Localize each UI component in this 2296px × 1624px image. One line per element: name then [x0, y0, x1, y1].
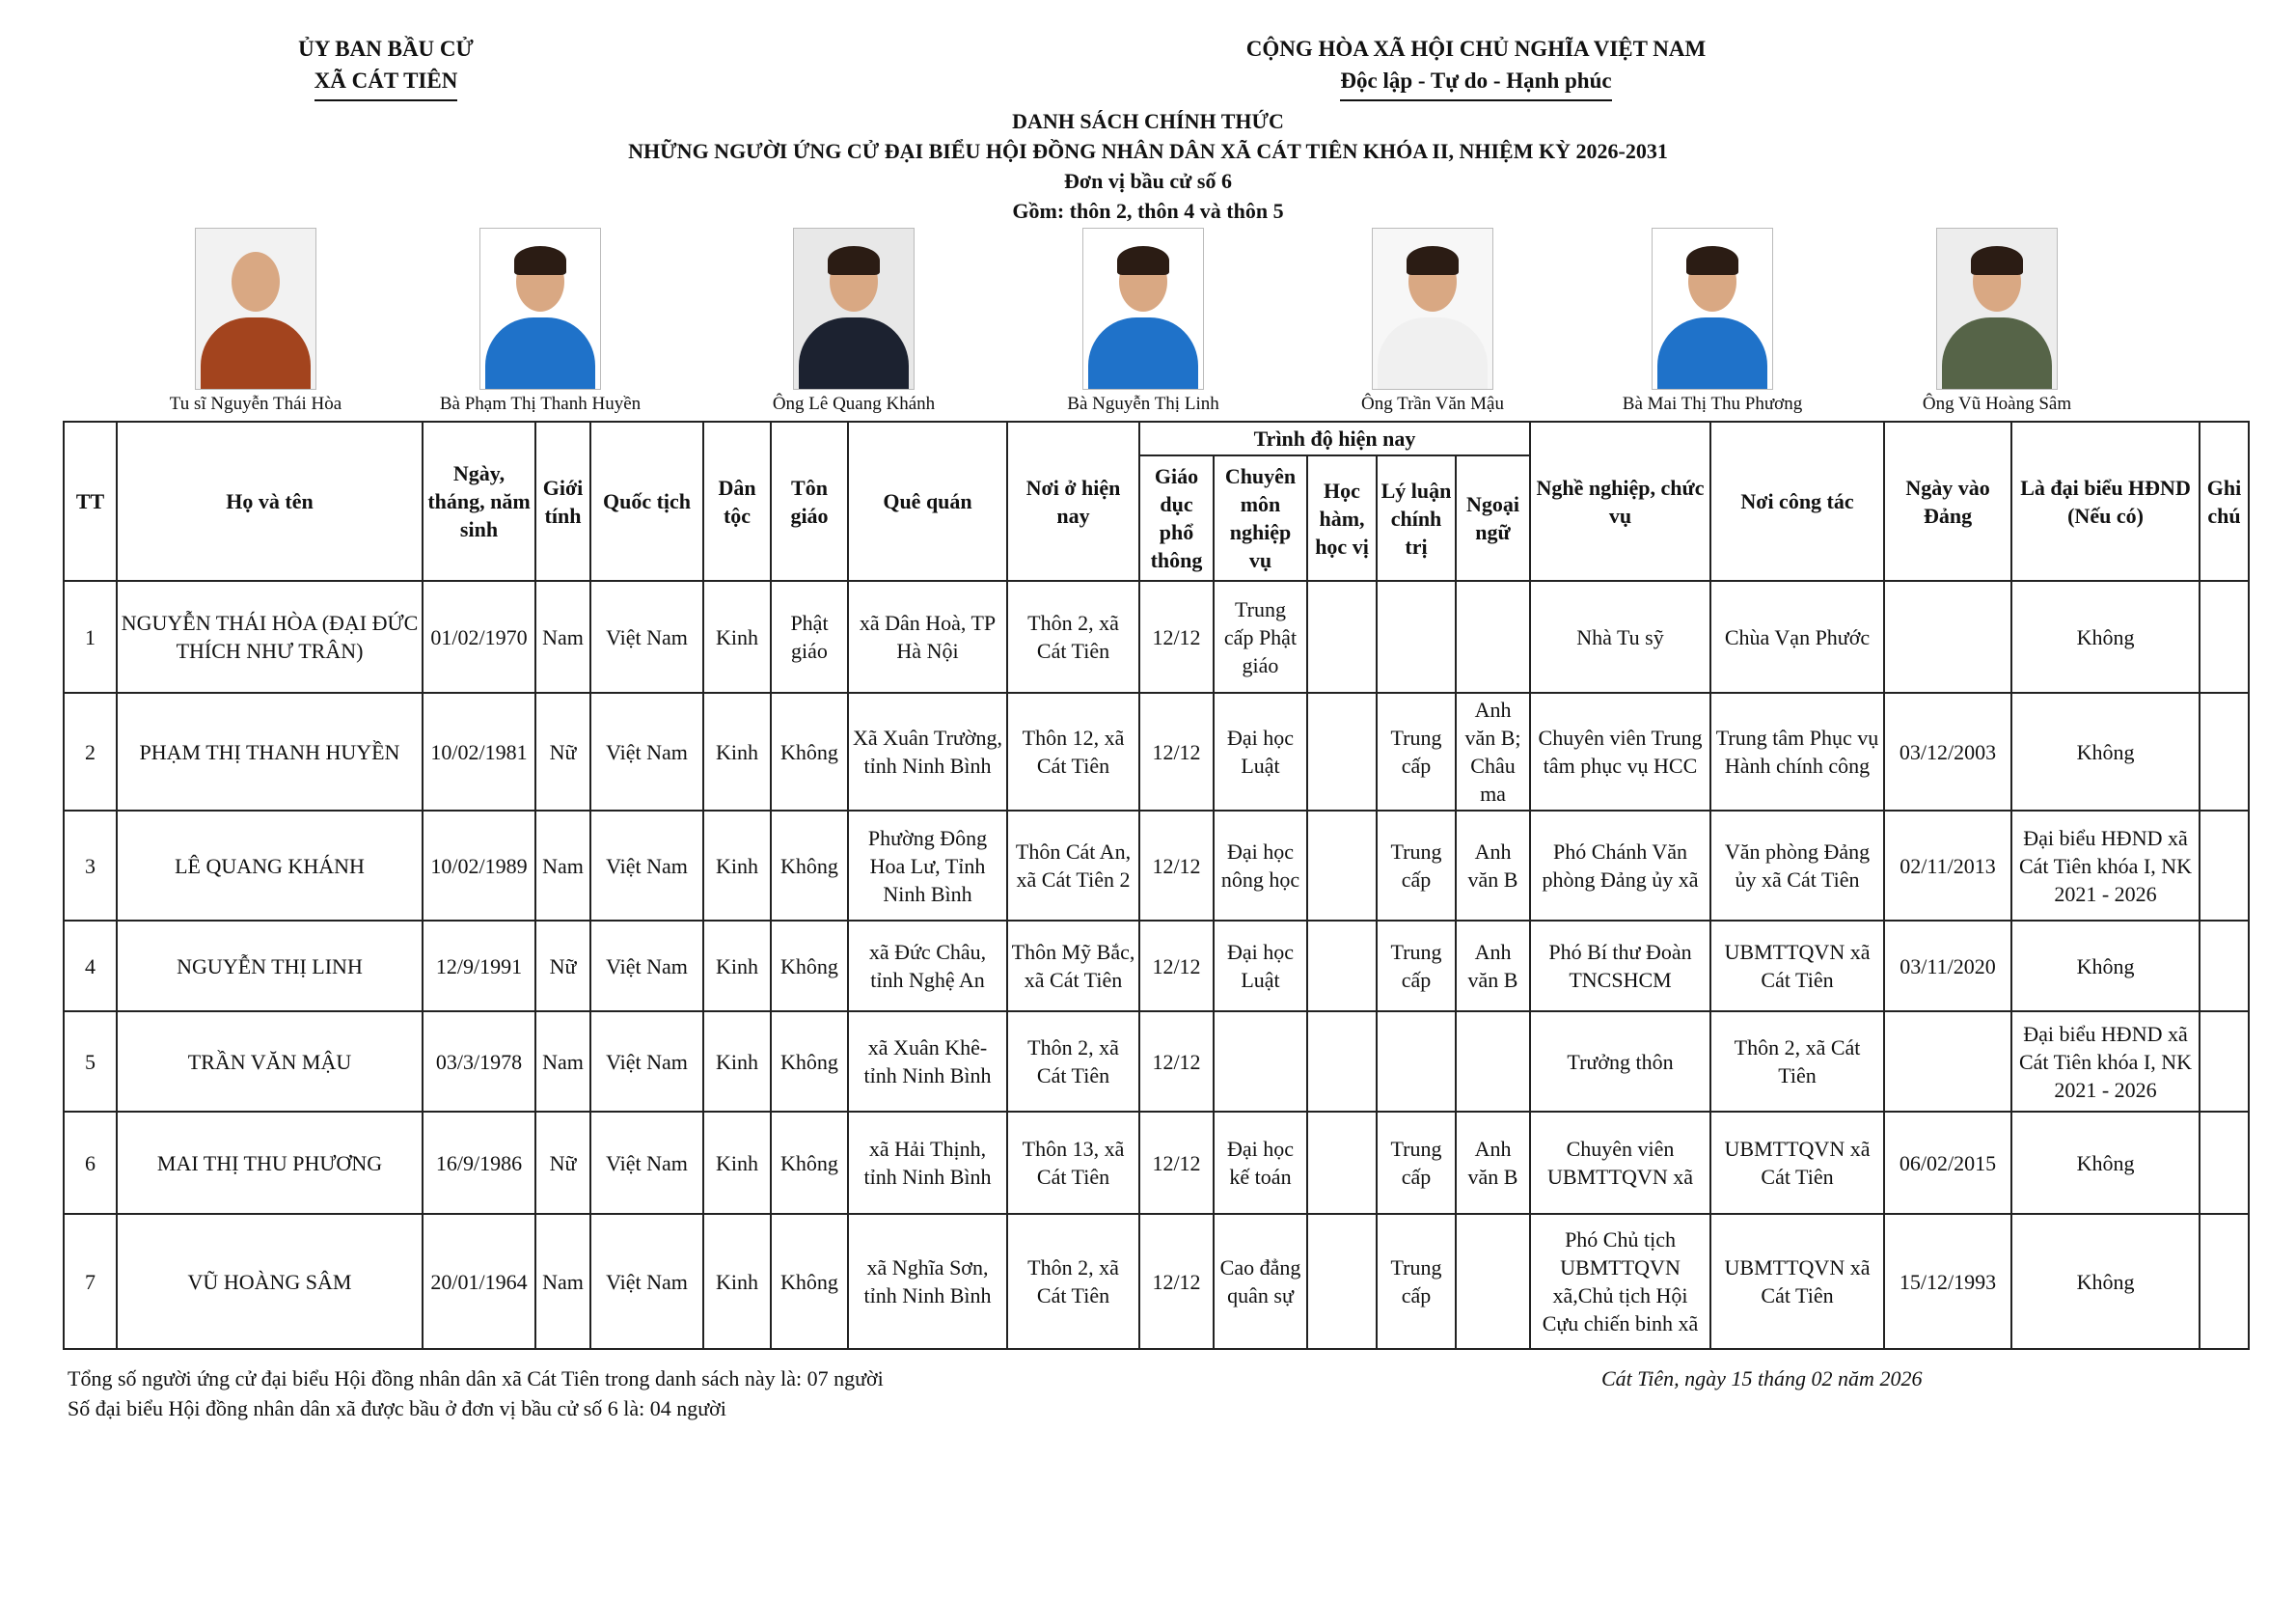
- col-tt: TT: [64, 422, 117, 581]
- candidate-table: [63, 421, 2250, 1350]
- title-line1: DANH SÁCH CHÍNH THỨC: [1012, 109, 1284, 133]
- cell-language: [1456, 1214, 1530, 1349]
- cell-occupation: Phó Chủ tịch UBMTTQVN xã,Chủ tịch Hội Cựu chiến binh xã: [1530, 1214, 1710, 1349]
- cell-political: [1377, 581, 1456, 693]
- cell-academic: [1307, 1011, 1377, 1112]
- candidate-photo-card: [396, 228, 685, 415]
- cell-dob: 10/02/1989: [423, 811, 535, 921]
- cell-language: Anh văn B: [1456, 811, 1530, 921]
- col-general-edu: Giáo dục phổ thông: [1139, 455, 1214, 581]
- cell-ethnicity: Kinh: [703, 693, 771, 811]
- col-hometown: Quê quán: [848, 422, 1007, 581]
- candidate-photo-card: [998, 228, 1288, 415]
- cell-name: TRẦN VĂN MẬU: [117, 1011, 423, 1112]
- issuer-line2: XÃ CÁT TIÊN: [314, 65, 458, 101]
- cell-general-edu: 12/12: [1139, 693, 1214, 811]
- title-line2: NHỮNG NGƯỜI ỨNG CỬ ĐẠI BIỂU HỘI ĐỒNG NHÂN DÂN XÃ CÁT TIÊN KHÓA II, NHIỆM KỲ 2026-2031: [628, 139, 1668, 163]
- cell-workplace: UBMTTQVN xã Cát Tiên: [1710, 921, 1884, 1011]
- col-note: Ghi chú: [2200, 422, 2249, 581]
- cell-religion: Không: [771, 1112, 848, 1214]
- cell-tt: 3: [64, 811, 117, 921]
- cell-occupation: Phó Chánh Văn phòng Đảng ủy xã: [1530, 811, 1710, 921]
- cell-workplace: Chùa Vạn Phước: [1710, 581, 1884, 693]
- photo-caption: Bà Phạm Thị Thanh Huyền: [439, 394, 642, 414]
- cell-hometown: xã Đức Châu, tỉnh Nghệ An: [848, 921, 1007, 1011]
- cell-nationality: Việt Nam: [590, 693, 703, 811]
- cell-academic: [1307, 693, 1377, 811]
- col-specialty: Chuyên môn nghiệp vụ: [1214, 455, 1307, 581]
- cell-religion: Không: [771, 693, 848, 811]
- cell-dob: 12/9/1991: [423, 921, 535, 1011]
- cell-ethnicity: Kinh: [703, 1214, 771, 1349]
- footer-left: [68, 1363, 1418, 1423]
- col-occupation: Nghề nghiệp, chức vụ: [1530, 422, 1710, 581]
- candidate-portrait: [1372, 228, 1493, 390]
- cell-nationality: Việt Nam: [590, 1112, 703, 1214]
- cell-hometown: xã Nghĩa Sơn, tỉnh Ninh Bình: [848, 1214, 1007, 1349]
- cell-party-date: [1884, 581, 2011, 693]
- cell-dob: 16/9/1986: [423, 1112, 535, 1214]
- cell-workplace: Văn phòng Đảng ủy xã Cát Tiên: [1710, 811, 1884, 921]
- col-group-level: Trình độ hiện nay: [1139, 422, 1530, 455]
- candidate-photo-card: [709, 228, 998, 415]
- cell-language: Anh văn B: [1456, 921, 1530, 1011]
- table-row: [64, 921, 2249, 1011]
- cell-nationality: Việt Nam: [590, 811, 703, 921]
- table-body: [64, 581, 2249, 1349]
- cell-religion: Không: [771, 811, 848, 921]
- cell-note: [2200, 1214, 2249, 1349]
- cell-language: [1456, 1011, 1530, 1112]
- cell-religion: Phật giáo: [771, 581, 848, 693]
- cell-tt: 4: [64, 921, 117, 1011]
- photo-caption: Ông Lê Quang Khánh: [772, 394, 936, 414]
- cell-general-edu: 12/12: [1139, 581, 1214, 693]
- col-academic: Học hàm, học vị: [1307, 455, 1377, 581]
- cell-hometown: xã Xuân Khê-tỉnh Ninh Bình: [848, 1011, 1007, 1112]
- candidate-portrait: [479, 228, 601, 390]
- cell-hometown: Phường Đông Hoa Lư, Tỉnh Ninh Bình: [848, 811, 1007, 921]
- cell-residence: Thôn 2, xã Cát Tiên: [1007, 1011, 1139, 1112]
- cell-residence: Thôn 2, xã Cát Tiên: [1007, 581, 1139, 693]
- cell-delegate: Không: [2011, 581, 2200, 693]
- cell-occupation: Nhà Tu sỹ: [1530, 581, 1710, 693]
- cell-dob: 20/01/1964: [423, 1214, 535, 1349]
- col-ethnicity: Dân tộc: [703, 422, 771, 581]
- cell-note: [2200, 1011, 2249, 1112]
- col-residence: Nơi ở hiện nay: [1007, 422, 1139, 581]
- photo-caption: Bà Mai Thị Thu Phương: [1622, 394, 1803, 414]
- cell-gender: Nữ: [535, 1112, 590, 1214]
- cell-dob: 01/02/1970: [423, 581, 535, 693]
- cell-delegate: Không: [2011, 921, 2200, 1011]
- cell-religion: Không: [771, 921, 848, 1011]
- photo-caption: Bà Nguyễn Thị Linh: [1067, 394, 1219, 414]
- cell-residence: Thôn 12, xã Cát Tiên: [1007, 693, 1139, 811]
- cell-ethnicity: Kinh: [703, 581, 771, 693]
- col-delegate: Là đại biểu HĐND (Nếu có): [2011, 422, 2200, 581]
- cell-residence: Thôn Cát An, xã Cát Tiên 2: [1007, 811, 1139, 921]
- cell-specialty: Đại học Luật: [1214, 921, 1307, 1011]
- cell-delegate: Không: [2011, 1214, 2200, 1349]
- cell-residence: Thôn Mỹ Bắc, xã Cát Tiên: [1007, 921, 1139, 1011]
- cell-party-date: 03/12/2003: [1884, 693, 2011, 811]
- cell-workplace: UBMTTQVN xã Cát Tiên: [1710, 1214, 1884, 1349]
- cell-general-edu: 12/12: [1139, 1112, 1214, 1214]
- cell-name: PHẠM THỊ THANH HUYỀN: [117, 693, 423, 811]
- table-row: [64, 1112, 2249, 1214]
- cell-political: [1377, 1011, 1456, 1112]
- cell-name: VŨ HOÀNG SÂM: [117, 1214, 423, 1349]
- candidate-portrait: [1652, 228, 1773, 390]
- title-line4: Gồm: thôn 2, thôn 4 và thôn 5: [1012, 199, 1284, 223]
- cell-political: Trung cấp: [1377, 1214, 1456, 1349]
- cell-workplace: UBMTTQVN xã Cát Tiên: [1710, 1112, 1884, 1214]
- candidate-photo-card: [1852, 228, 2142, 415]
- cell-hometown: xã Dân Hoà, TP Hà Nội: [848, 581, 1007, 693]
- cell-occupation: Phó Bí thư Đoàn TNCSHCM: [1530, 921, 1710, 1011]
- cell-note: [2200, 1112, 2249, 1214]
- cell-general-edu: 12/12: [1139, 1011, 1214, 1112]
- cell-note: [2200, 581, 2249, 693]
- cell-delegate: Đại biểu HĐND xã Cát Tiên khóa I, NK 2021 - 2026: [2011, 811, 2200, 921]
- cell-language: Anh văn B: [1456, 1112, 1530, 1214]
- cell-language: [1456, 581, 1530, 693]
- table-row: [64, 581, 2249, 693]
- issuer-block: [241, 33, 531, 101]
- cell-academic: [1307, 1112, 1377, 1214]
- cell-specialty: [1214, 1011, 1307, 1112]
- cell-residence: Thôn 13, xã Cát Tiên: [1007, 1112, 1139, 1214]
- cell-nationality: Việt Nam: [590, 581, 703, 693]
- cell-academic: [1307, 1214, 1377, 1349]
- cell-dob: 10/02/1981: [423, 693, 535, 811]
- cell-specialty: Trung cấp Phật giáo: [1214, 581, 1307, 693]
- cell-name: NGUYỄN THỊ LINH: [117, 921, 423, 1011]
- cell-nationality: Việt Nam: [590, 1011, 703, 1112]
- cell-nationality: Việt Nam: [590, 921, 703, 1011]
- cell-specialty: Đại học kế toán: [1214, 1112, 1307, 1214]
- photo-caption: Ông Vũ Hoàng Sâm: [1922, 394, 2072, 414]
- cell-dob: 03/3/1978: [423, 1011, 535, 1112]
- cell-note: [2200, 811, 2249, 921]
- cell-workplace: Trung tâm Phục vụ Hành chính công: [1710, 693, 1884, 811]
- cell-hometown: xã Hải Thịnh, tỉnh Ninh Bình: [848, 1112, 1007, 1214]
- col-workplace: Nơi công tác: [1710, 422, 1884, 581]
- cell-political: Trung cấp: [1377, 921, 1456, 1011]
- cell-name: MAI THỊ THU PHƯƠNG: [117, 1112, 423, 1214]
- cell-religion: Không: [771, 1214, 848, 1349]
- motto: Độc lập - Tự do - Hạnh phúc: [1340, 65, 1611, 101]
- cell-workplace: Thôn 2, xã Cát Tiên: [1710, 1011, 1884, 1112]
- cell-delegate: Đại biểu HĐND xã Cát Tiên khóa I, NK 2021 - 2026: [2011, 1011, 2200, 1112]
- cell-party-date: 02/11/2013: [1884, 811, 2011, 921]
- cell-note: [2200, 921, 2249, 1011]
- cell-gender: Nam: [535, 1214, 590, 1349]
- cell-political: Trung cấp: [1377, 811, 1456, 921]
- cell-specialty: Đại học Luật: [1214, 693, 1307, 811]
- cell-academic: [1307, 921, 1377, 1011]
- cell-academic: [1307, 811, 1377, 921]
- photo-caption: Ông Trần Văn Mậu: [1361, 394, 1504, 414]
- cell-specialty: Cao đẳng quân sự: [1214, 1214, 1307, 1349]
- col-gender: Giới tính: [535, 422, 590, 581]
- col-religion: Tôn giáo: [771, 422, 848, 581]
- cell-delegate: Không: [2011, 693, 2200, 811]
- cell-ethnicity: Kinh: [703, 811, 771, 921]
- cell-name: NGUYỄN THÁI HÒA (ĐẠI ĐỨC THÍCH NHƯ TRÂN): [117, 581, 423, 693]
- country-name: CỘNG HÒA XÃ HỘI CHỦ NGHĨA VIỆT NAM: [1245, 37, 1707, 61]
- col-language: Ngoại ngữ: [1456, 455, 1530, 581]
- cell-academic: [1307, 581, 1377, 693]
- col-political: Lý luận chính trị: [1377, 455, 1456, 581]
- cell-gender: Nữ: [535, 693, 590, 811]
- cell-residence: Thôn 2, xã Cát Tiên: [1007, 1214, 1139, 1349]
- cell-general-edu: 12/12: [1139, 811, 1214, 921]
- table-row: [64, 1214, 2249, 1349]
- cell-nationality: Việt Nam: [590, 1214, 703, 1349]
- cell-party-date: [1884, 1011, 2011, 1112]
- cell-religion: Không: [771, 1011, 848, 1112]
- footer-total: Tổng số người ứng cử đại biểu Hội đồng nhân dân xã Cát Tiên trong danh sách này là: 07 người: [68, 1366, 884, 1390]
- photo-caption: Tu sĩ Nguyễn Thái Hòa: [169, 394, 342, 414]
- candidate-portrait: [793, 228, 915, 390]
- col-dob: Ngày, tháng, năm sinh: [423, 422, 535, 581]
- candidate-photo-card: [111, 228, 400, 415]
- cell-specialty: Đại học nông học: [1214, 811, 1307, 921]
- cell-gender: Nam: [535, 811, 590, 921]
- cell-occupation: Chuyên viên UBMTTQVN xã: [1530, 1112, 1710, 1214]
- col-name: Họ và tên: [117, 422, 423, 581]
- cell-tt: 5: [64, 1011, 117, 1112]
- title-line3: Đơn vị bầu cử số 6: [1064, 169, 1232, 193]
- cell-ethnicity: Kinh: [703, 1112, 771, 1214]
- candidate-portrait: [195, 228, 316, 390]
- cell-note: [2200, 693, 2249, 811]
- col-nationality: Quốc tịch: [590, 422, 703, 581]
- cell-occupation: Trưởng thôn: [1530, 1011, 1710, 1112]
- cell-tt: 2: [64, 693, 117, 811]
- candidate-portrait: [1936, 228, 2058, 390]
- table-row: [64, 811, 2249, 921]
- table-header: [64, 422, 2249, 581]
- cell-occupation: Chuyên viên Trung tâm phục vụ HCC: [1530, 693, 1710, 811]
- candidate-photo-card: [1568, 228, 1857, 415]
- cell-tt: 7: [64, 1214, 117, 1349]
- cell-name: LÊ QUANG KHÁNH: [117, 811, 423, 921]
- table-row: [64, 1011, 2249, 1112]
- cell-hometown: Xã Xuân Trường, tỉnh Ninh Bình: [848, 693, 1007, 811]
- cell-ethnicity: Kinh: [703, 1011, 771, 1112]
- issuer-line1: ỦY BAN BẦU CỬ: [298, 37, 474, 61]
- cell-delegate: Không: [2011, 1112, 2200, 1214]
- cell-gender: Nữ: [535, 921, 590, 1011]
- cell-party-date: 03/11/2020: [1884, 921, 2011, 1011]
- cell-ethnicity: Kinh: [703, 921, 771, 1011]
- cell-gender: Nam: [535, 1011, 590, 1112]
- cell-gender: Nam: [535, 581, 590, 693]
- cell-tt: 1: [64, 581, 117, 693]
- table-row: [64, 693, 2249, 811]
- candidate-portrait: [1082, 228, 1204, 390]
- cell-tt: 6: [64, 1112, 117, 1214]
- cell-general-edu: 12/12: [1139, 921, 1214, 1011]
- cell-party-date: 06/02/2015: [1884, 1112, 2011, 1214]
- footer-date: Cát Tiên, ngày 15 tháng 02 năm 2026: [1601, 1366, 1923, 1390]
- col-party-date: Ngày vào Đảng: [1884, 422, 2011, 581]
- document-title-block: [0, 106, 2296, 226]
- cell-political: Trung cấp: [1377, 1112, 1456, 1214]
- footer-elected: Số đại biểu Hội đồng nhân dân xã được bầu ở đơn vị bầu cử số 6 là: 04 người: [68, 1396, 726, 1420]
- cell-party-date: 15/12/1993: [1884, 1214, 2011, 1349]
- cell-general-edu: 12/12: [1139, 1214, 1214, 1349]
- national-motto-block: [1187, 33, 1765, 101]
- cell-language: Anh văn B; Châu ma: [1456, 693, 1530, 811]
- candidate-photo-card: [1288, 228, 1577, 415]
- cell-political: Trung cấp: [1377, 693, 1456, 811]
